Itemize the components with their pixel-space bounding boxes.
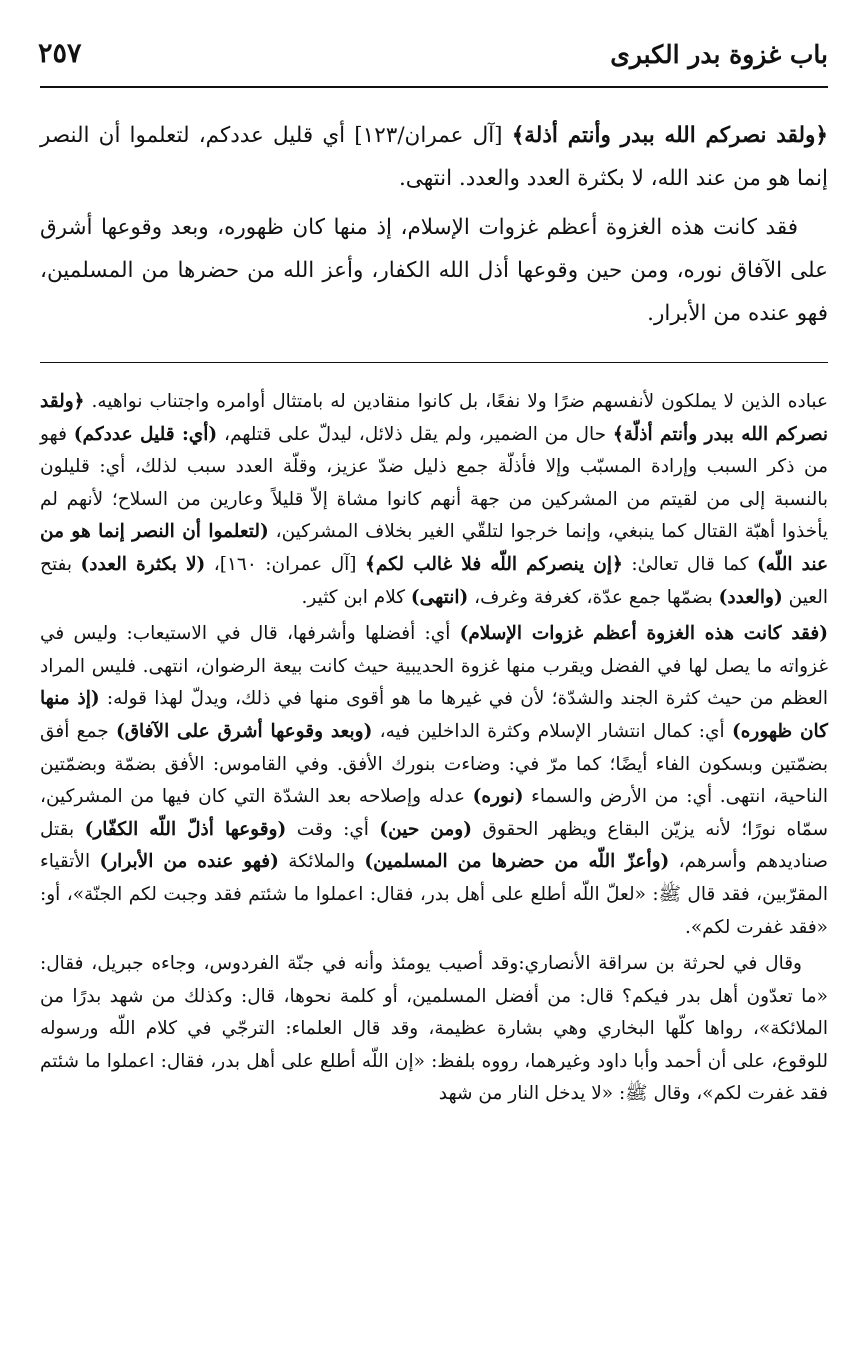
- bold-quote-segment: (ومن حين): [379, 818, 472, 840]
- bold-quote-segment: (فقد كانت هذه الغزوة أعظم غزوات الإسلام): [459, 623, 828, 645]
- bold-quote-segment: (لتعلموا أن النصر إنما هو من عند اللّه): [40, 521, 828, 575]
- running-header: [38, 32, 828, 80]
- bold-quote-segment: (لا بكثرة العدد): [80, 553, 206, 575]
- text-segment: [آل عمران: ١٦٠]،: [205, 553, 366, 575]
- text-segment: بقتل صناديدهم وأسرهم،: [40, 818, 828, 873]
- bold-quote-segment: (وأعزّ اللّه من حضرها من المسلمين): [364, 851, 670, 873]
- text-segment: فهو من ذكر السبب وإرادة المسبّب وإلا فأذلّة جمع ذليل ضدّ عزيز، وقلّة العدد سبب لذلك، أي: قليلون بالنسبة إلى من لقيتم من المشركين من جهة أنهم كانوا مشاة إلاّ قليلاً وعارين من السلاح؛ لأنهم لم يأخذوا أهبّة القتال كما ينبغي، وإنما خرجوا لتلقّي الغير بخلاف المشركين،: [40, 423, 828, 543]
- main-text: [40, 114, 828, 341]
- text-segment: الأتقياء المقرّبين، فقد قال ﷺ: «لعلّ اللّه أطلع على أهل بدر، فقال: اعملوا ما شئتم فقد وجبت لكم الجنّة»، أو: «فقد غفرت لكم».: [40, 851, 828, 938]
- text-segment: بفتح العين: [40, 553, 828, 608]
- main-paragraph: [40, 206, 828, 335]
- text-segment: [آل عمران/١٢٣] أي قليل عددكم، لتعلموا أن النصر إنما هو من عند الله، لا بكثرة العدد والعدد. انتهى.: [40, 123, 828, 191]
- bold-quote-segment: ﴿ولقد نصركم الله ببدر وأنتم أذلة﴾: [511, 123, 828, 148]
- bold-quote-segment: (انتهى): [410, 586, 469, 608]
- text-segment: أي: كمال انتشار الإسلام وكثرة الداخلين فيه،: [372, 720, 732, 742]
- bold-quote-segment: (إذ منها كان ظهوره): [40, 688, 828, 742]
- bold-quote-segment: (فهو عنده من الأبرار): [99, 851, 279, 873]
- text-segment: جمع أفق بضمّتين وبسكون الفاء أيضًا؛ كما مرّ في: وضاءت بنورك الأفق. وفي القاموس: الأفق بضمّة وبضمّتين الناحية، انتهى. أي: من الأرض والسماء: [40, 720, 828, 808]
- text-segment: بضمّها جمع عدّة، كغرفة وغرف،: [468, 586, 719, 608]
- commentary-paragraph: [40, 948, 828, 1111]
- commentary-text: [40, 386, 828, 1115]
- bold-quote-segment: (وقوعها أذلّ اللّه الكفّار): [84, 818, 287, 840]
- text-segment: كما قال تعالىٰ:: [622, 553, 757, 575]
- commentary-paragraph: [40, 618, 828, 944]
- text-segment: فقد كانت هذه الغزوة أعظم غزوات الإسلام، إذ منها كان ظهوره، وبعد وقوعها أشرق على الآفاق نوره، ومن حين وقوعها أذل الله الكفار، وأعز الله من حضرها من المسلمين، فهو عنده من الأبرار.: [40, 215, 828, 326]
- footnote-separator: [40, 362, 828, 363]
- text-segment: والملائكة: [278, 851, 365, 873]
- main-paragraph: [40, 114, 828, 200]
- text-segment: عدله وإصلاحه بعد الشدّة التي كان فيها من المشركين، سمّاه نورًا؛ لأنه يزيّن البقاع ويظهر الحقوق: [40, 786, 828, 840]
- text-segment: وقال في لحرثة بن سراقة الأنصاري:وقد أصيب يومئذ وأنه في جنّة الفردوس، وجاءه جبريل، فقال: «ما تعدّون أهل بدر فيكم؟ قال: من أفضل المسلمين، أو كلمة نحوها، قال: وكذلك من شهد بدرًا من الملائكة»، رواها كلّها البخاري وهي بشارة عظيمة، وقد قال العلماء: الترجّي في كلام اللّه ورسوله للوقوع، على أن أحمد وأبا داود وغيرهما، رووه بلفظ: «إن اللّه أطلع على أهل بدر، فقال: اعملوا ما شئتم فقد غفرت لكم»، وقال ﷺ: «لا يدخل النار من شهد: [40, 953, 828, 1105]
- bold-quote-segment: (والعدد): [718, 586, 783, 608]
- header-rule: [40, 86, 828, 88]
- text-segment: حال من الضمير، ولم يقل ذلائل، ليدلّ على قتلهم،: [217, 423, 613, 445]
- page-number: ٢٥٧: [38, 38, 82, 69]
- chapter-title: باب غزوة بدر الكبرى: [610, 40, 828, 69]
- bold-quote-segment: ﴿ولقد نصركم الله ببدر وأنتم أذلّة﴾: [40, 391, 829, 445]
- text-segment: أي: أفضلها وأشرفها، قال في الاستيعاب: وليس في غزواته ما يصل لها في الفضل ويقرب منها غزوة الحديبية حيث كانت بيعة الرضوان، انتهى. فليس المراد العظم من حيث كثرة الجند والشدّة؛ لأن في غيرها ما هو أقوى منها في ذلك، ويدلّ لهذا قوله:: [40, 623, 828, 710]
- bold-quote-segment: (وبعد وقوعها أشرق على الآفاق): [115, 720, 373, 742]
- commentary-paragraph: [40, 386, 828, 614]
- bold-quote-segment: (أي: قليل عددكم): [73, 423, 218, 445]
- text-segment: أي: وقت: [286, 818, 380, 840]
- bold-quote-segment: ﴿إن ينصركم اللّه فلا غالب لكم﴾: [365, 553, 623, 575]
- text-segment: عباده الذين لا يملكون لأنفسهم ضرًا ولا نفعًا، بل كانوا منقادين له بامتثال أوامره واجتناب نواهيه.: [84, 391, 828, 412]
- bold-quote-segment: (نوره): [472, 786, 524, 808]
- text-segment: كلام ابن كثير.: [301, 586, 411, 608]
